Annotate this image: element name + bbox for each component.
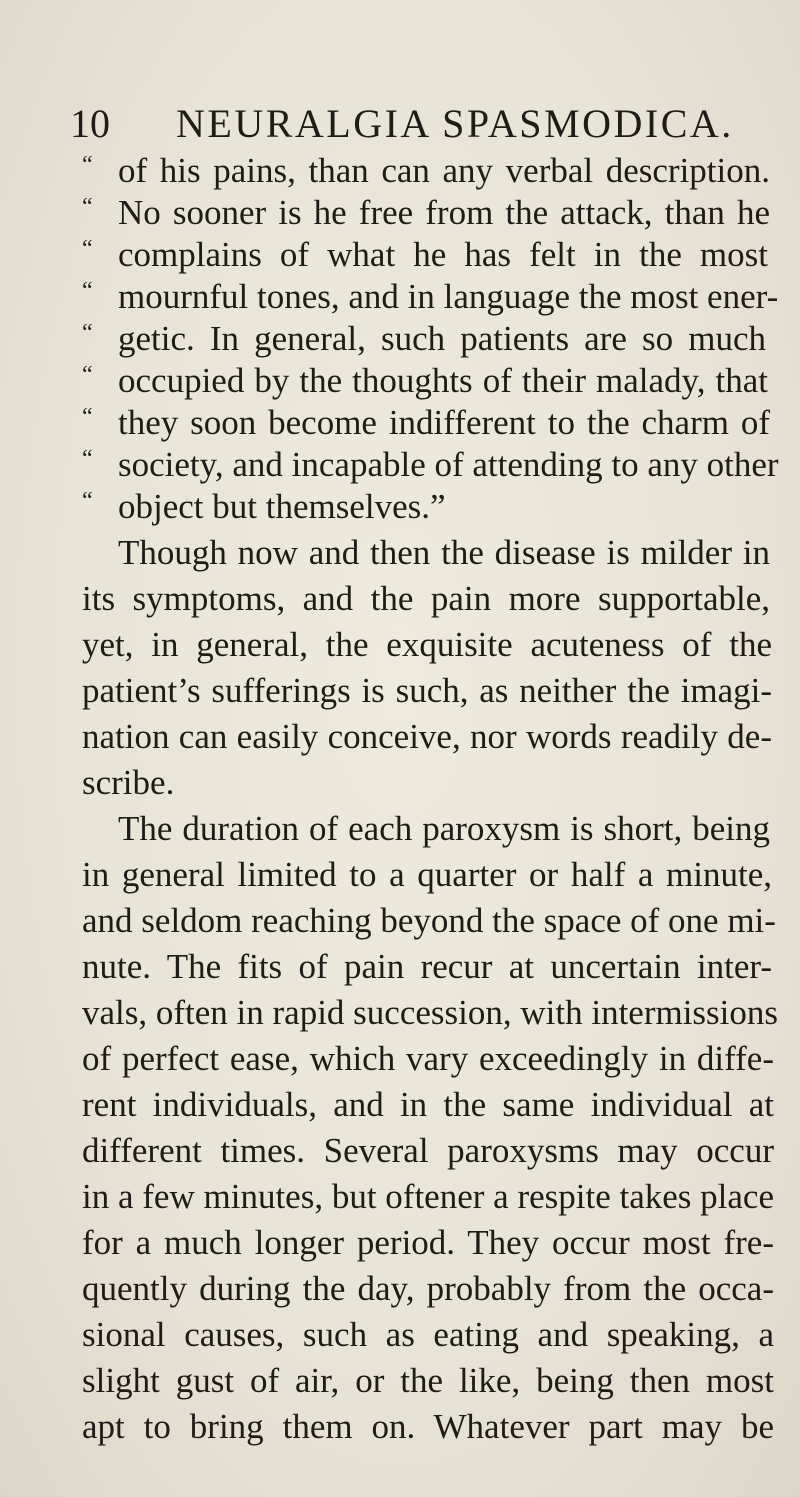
quote-mark: “ — [82, 446, 93, 472]
paragraph-line-text: Though now and then the disease is milder in — [118, 533, 770, 572]
quote-mark: “ — [82, 194, 93, 220]
quote-line-text: No sooner is he free from the attack, than he — [118, 193, 770, 232]
quote-line-text: getic. In general, such patients are so much — [118, 319, 766, 358]
paragraph-line-text: The duration of each paroxysm is short, being — [118, 809, 770, 848]
quote-mark: “ — [82, 362, 93, 388]
paragraph-line-text: and seldom reaching beyond the space of one mi- — [82, 901, 776, 940]
paragraph-line-text: its symptoms, and the pain more supportable, — [82, 579, 770, 618]
paragraph-line-text: different times. Several paroxysms may occur — [82, 1131, 774, 1170]
quote-line-text: they soon become indifferent to the charm of — [118, 403, 770, 442]
paragraph-line-text: slight gust of air, or the like, being then most — [82, 1361, 774, 1400]
paragraph-line-text: in a few minutes, but oftener a respite takes place — [82, 1177, 774, 1216]
paragraph-line-text: of perfect ease, which vary exceedingly in diffe- — [82, 1039, 774, 1078]
paragraph-line-text: nation can easily conceive, nor words readily de- — [82, 717, 772, 756]
paragraph-line-text: in general limited to a quarter or half a minute, — [82, 855, 772, 894]
quote-mark: “ — [82, 236, 93, 262]
paragraph-line-text: nute. The fits of pain recur at uncertain inter- — [82, 947, 772, 986]
paragraph-line-text: rent individuals, and in the same individual at — [82, 1085, 774, 1124]
quote-mark: “ — [82, 320, 93, 346]
paragraph-line-text: patient’s sufferings is such, as neither the imagi- — [82, 671, 772, 710]
quote-mark: “ — [82, 278, 93, 304]
quote-mark: “ — [82, 404, 93, 430]
paragraph-line-text: quently during the day, probably from the occa- — [82, 1269, 774, 1308]
quote-line-text: of his pains, than can any verbal description. — [118, 151, 770, 190]
quote-mark: “ — [82, 488, 93, 514]
paragraph-line-text: scribe. — [82, 763, 175, 802]
running-head: NEURALGIA SPASMODICA. — [176, 101, 734, 146]
quote-line-text: mournful tones, and in language the most ener- — [118, 277, 779, 316]
paragraph-line-text: for a much longer period. They occur most fre- — [82, 1223, 774, 1262]
quote-line-text: society, and incapable of attending to any other — [118, 445, 779, 484]
page-number: 10 — [70, 101, 110, 146]
paragraph-line-text: yet, in general, the exquisite acuteness of the — [82, 625, 772, 664]
quote-line-text: object but themselves.” — [118, 487, 446, 526]
quote-line-text: complains of what he has felt in the most — [118, 235, 768, 274]
paragraph-line-text: apt to bring them on. Whatever part may be — [82, 1407, 774, 1446]
quote-line-text: occupied by the thoughts of their malady, that — [118, 361, 768, 400]
paragraph-line-text: vals, often in rapid succession, with intermissions — [82, 993, 779, 1032]
page-header — [70, 100, 770, 148]
paragraph-line-text: sional causes, such as eating and speaking, a — [82, 1315, 774, 1354]
quote-mark: “ — [82, 152, 93, 178]
